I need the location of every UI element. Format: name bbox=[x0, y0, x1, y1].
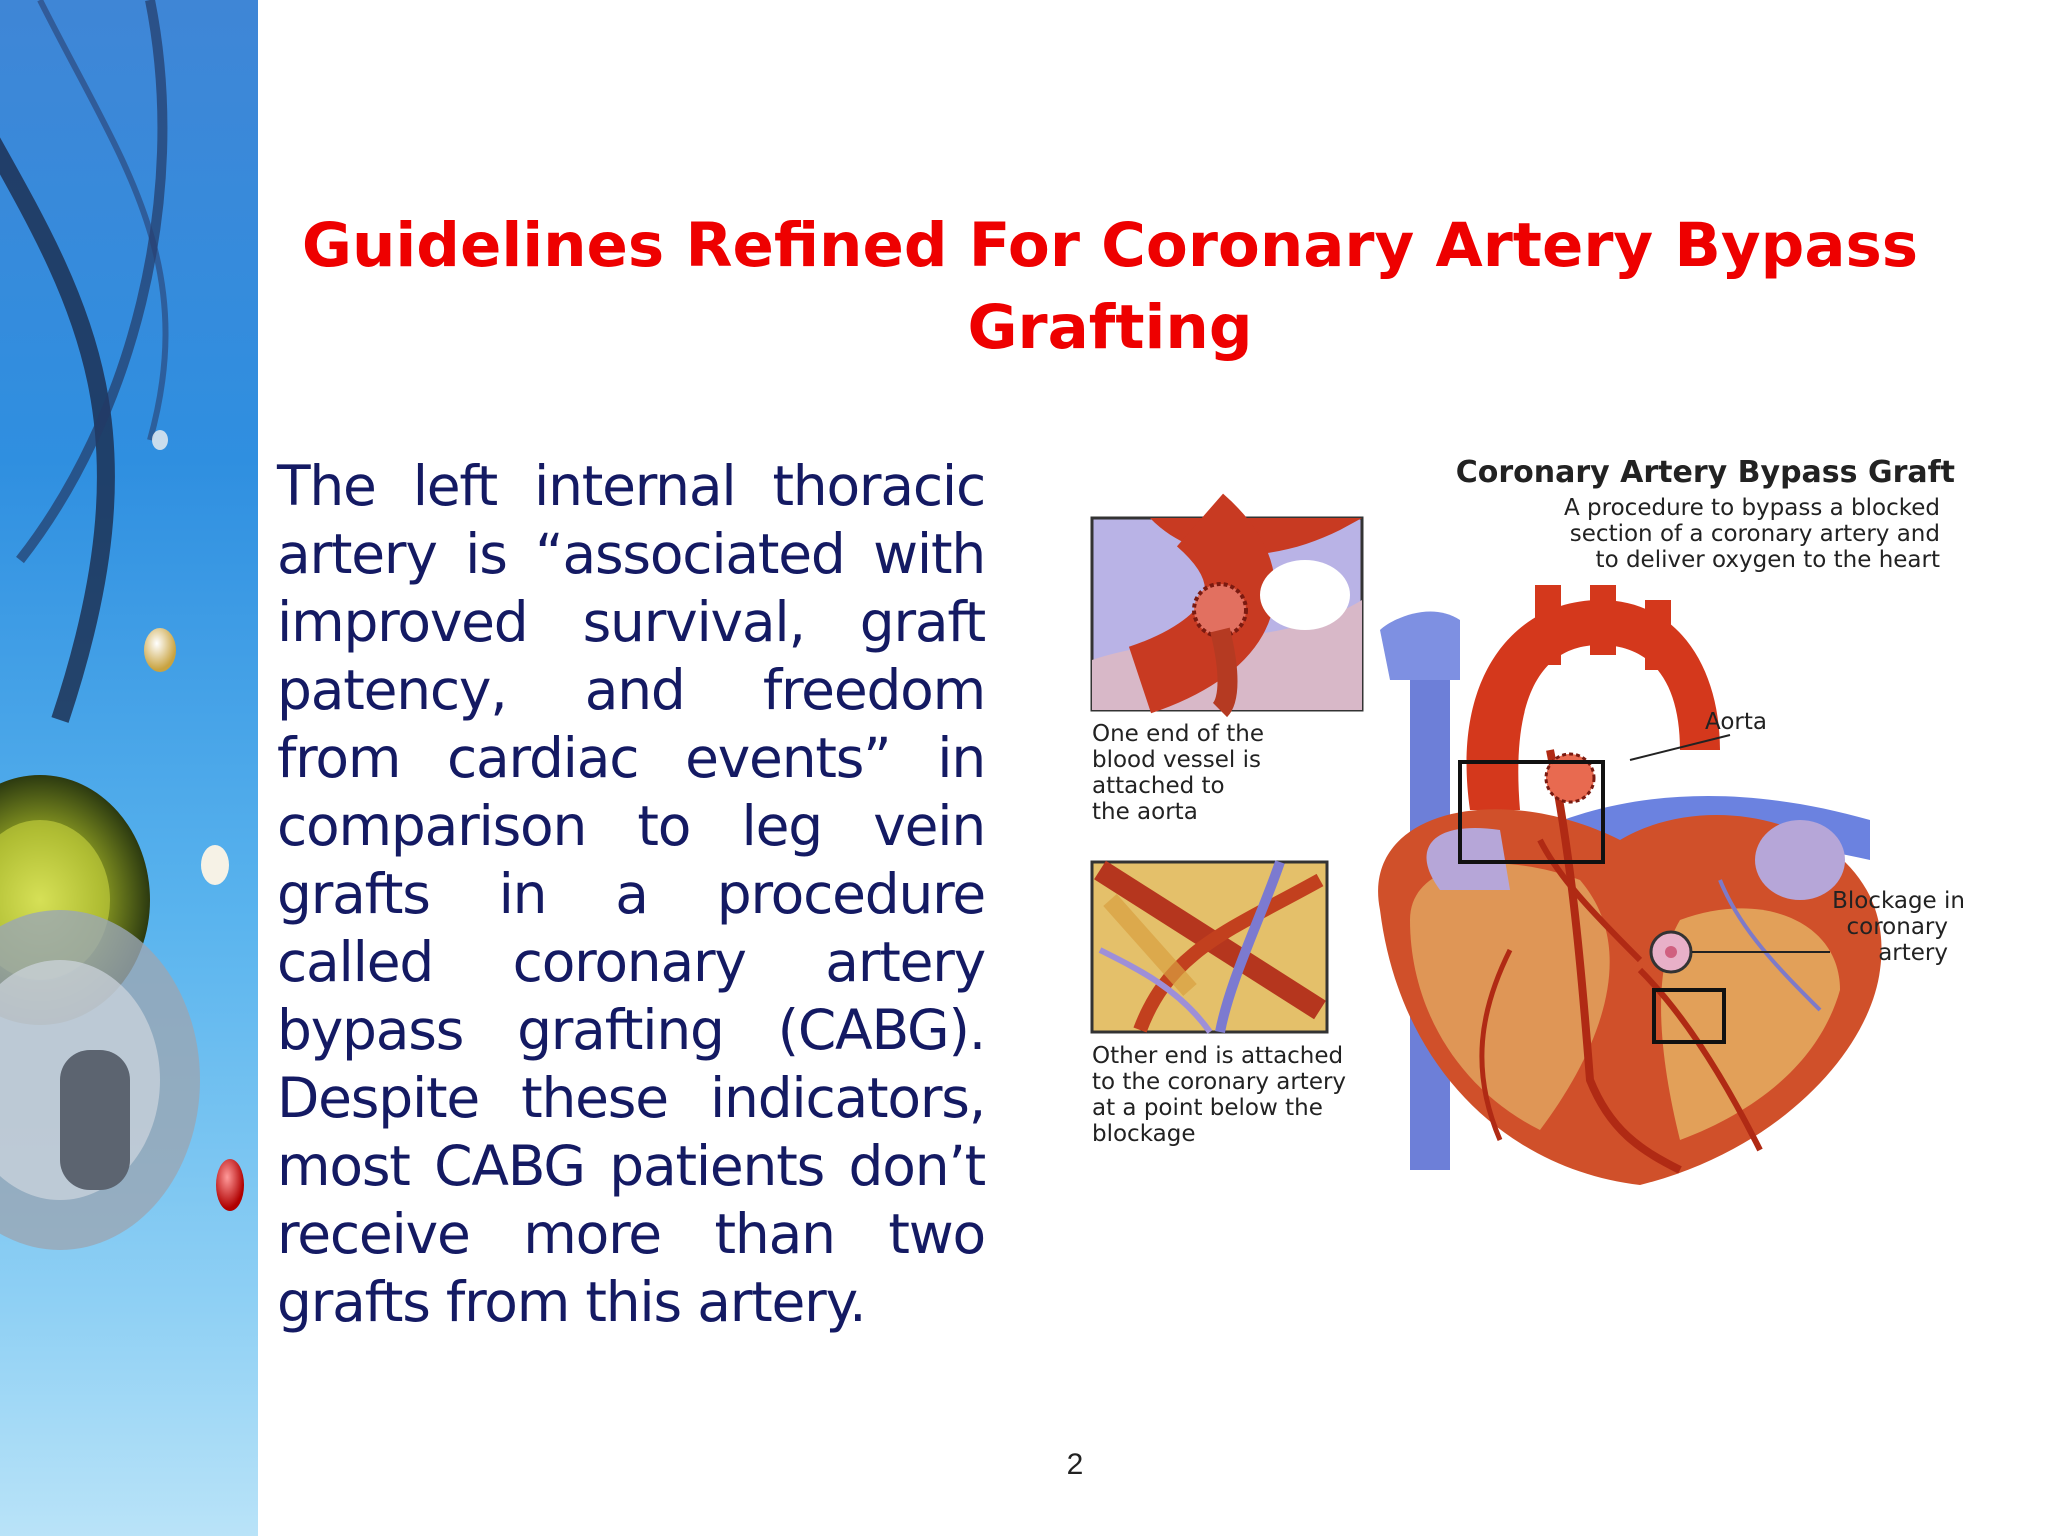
figure-subtitle-line-3: to deliver oxygen to the heart bbox=[1595, 547, 1940, 573]
label-bottom-line-4: blockage bbox=[1092, 1121, 1196, 1147]
inset-aorta-attachment bbox=[1092, 518, 1362, 710]
label-top-line-4: the aorta bbox=[1092, 799, 1198, 825]
label-aorta: Aorta bbox=[1705, 709, 1767, 735]
cabg-illustration bbox=[1080, 450, 1980, 1190]
label-blockage-line-2: coronary bbox=[1846, 914, 1948, 940]
stethoscope-illustration bbox=[0, 0, 258, 1536]
label-top-line-2: blood vessel is bbox=[1092, 747, 1261, 773]
decorative-side-panel bbox=[0, 0, 258, 1536]
label-blockage-line-1: Blockage in bbox=[1832, 888, 1965, 914]
label-bottom-line-1: Other end is attached bbox=[1092, 1043, 1344, 1069]
label-bottom-line-3: at a point below the bbox=[1092, 1095, 1323, 1121]
heart-illustration bbox=[1378, 585, 1881, 1185]
slide-title: Guidelines Refined For Coronary Artery Bypass Grafting bbox=[301, 210, 1919, 363]
label-blockage-line-3: artery bbox=[1878, 940, 1948, 966]
page-number: 2 bbox=[1066, 1448, 1084, 1481]
slide-body-text: The left internal thoracic artery is “associated with improved survival, graft patency, and freedom from cardiac events” in comparison to leg vein grafts in a procedure called coronary artery bypass grafting (CABG). Despite these indicators, most CABG patients don’t receive more than two grafts from this artery. bbox=[277, 454, 985, 1334]
figure-heading: Coronary Artery Bypass Graft bbox=[1455, 455, 1955, 490]
label-top-line-1: One end of the bbox=[1092, 721, 1265, 747]
inset-coronary-attachment bbox=[1092, 862, 1327, 1032]
figure-subtitle-line-2: section of a coronary artery and bbox=[1569, 521, 1940, 547]
label-bottom-line-2: to the coronary artery bbox=[1092, 1069, 1347, 1095]
figure-subtitle-line-1: A procedure to bypass a blocked bbox=[1564, 495, 1940, 521]
label-top-line-3: attached to bbox=[1092, 773, 1225, 799]
